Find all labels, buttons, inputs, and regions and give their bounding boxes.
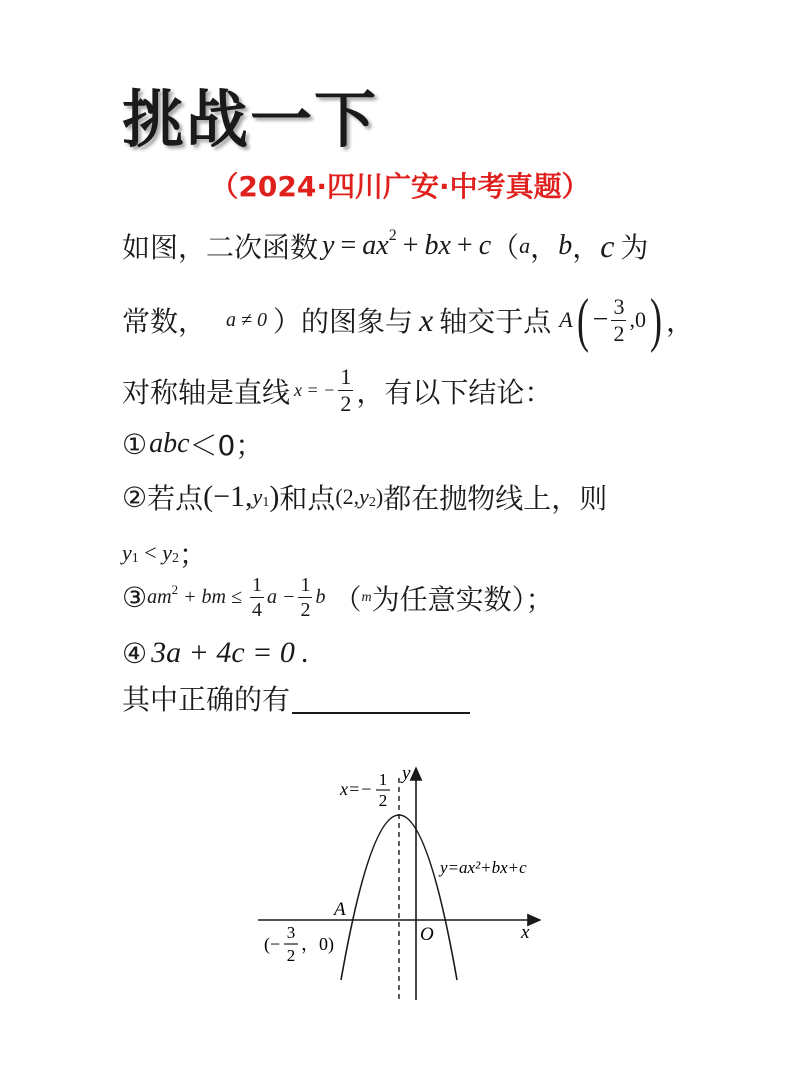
math-var: a [519, 233, 531, 258]
numerator: 1 [300, 574, 311, 596]
text: 如图，二次函数 [122, 231, 319, 264]
text: 若点 [147, 482, 204, 515]
math-sub: 1 [131, 551, 139, 566]
math-var: b [315, 586, 326, 608]
circled-number: ② [122, 480, 148, 514]
text: （ [491, 231, 520, 264]
math-expr: abc [149, 428, 190, 459]
math-var: b [558, 230, 573, 261]
math-expr: a − [266, 586, 296, 608]
text: ，有以下结论： [356, 375, 553, 409]
math-var: A [559, 307, 573, 332]
page-title: 挑战一下 [122, 83, 379, 156]
circled-number: ③ [122, 581, 148, 614]
text: ， [665, 305, 694, 338]
y-axis-label: y [402, 763, 411, 784]
math-op: + [402, 230, 419, 261]
text: ， [530, 231, 559, 264]
symmetry-axis-num: 1 [378, 770, 388, 789]
text: ）的图象与 [273, 305, 414, 338]
math-expr: (2, [335, 484, 360, 509]
text: 和点 [279, 482, 336, 515]
text: 轴交于点 [439, 305, 552, 338]
text: ＜0； [189, 429, 264, 462]
point-a-coord-close: ，0) [301, 934, 334, 954]
numerator: 1 [340, 364, 352, 389]
math-expr: am [147, 586, 172, 608]
point-a-label: A [334, 899, 346, 920]
math-var: m [361, 589, 372, 605]
point-a-coord-open: (− [264, 934, 281, 954]
math-var: bx [424, 230, 451, 261]
math-sub: 2 [368, 495, 376, 510]
math-var: c [478, 230, 492, 261]
text: （ [333, 582, 362, 616]
denominator: 2 [613, 320, 625, 346]
math-op: + [456, 230, 473, 261]
text: . [300, 636, 309, 669]
text: 为任意实数）； [371, 582, 554, 616]
math-expr: (−1, [203, 480, 253, 513]
math-expr: ) [269, 480, 280, 513]
left-paren: ( [576, 287, 589, 353]
math-op: = [340, 230, 357, 261]
math-expr: + bm ≤ [178, 586, 247, 608]
text: 常数， [122, 305, 207, 338]
right-paren: ) [649, 287, 662, 353]
circled-number: ④ [122, 636, 148, 670]
point-a-coord-num: 3 [286, 923, 296, 942]
symmetry-axis-den: 2 [378, 791, 388, 810]
math-var: y [252, 484, 263, 509]
text: ， [572, 231, 601, 264]
curve-equation-label: y=ax²+bx+c [440, 858, 527, 877]
symmetry-axis-label: x=− [340, 779, 373, 799]
math-op: < [138, 540, 163, 565]
denominator: 4 [251, 599, 262, 621]
math-var: ax [362, 230, 389, 261]
math-var: x [419, 301, 434, 338]
numerator: 1 [251, 574, 262, 596]
denominator: 2 [300, 599, 311, 621]
numerator: 3 [613, 293, 625, 319]
text: ； [178, 538, 207, 571]
denominator: 2 [340, 391, 352, 416]
math-op: − [592, 304, 609, 335]
x-axis-label: x [521, 922, 530, 943]
text: 对称轴是直线 [122, 375, 291, 409]
text: 其中正确的有 [122, 683, 291, 716]
math-sub: 2 [171, 551, 179, 566]
text: 都在抛物线上，则 [383, 482, 608, 515]
math-expr: x = − [294, 380, 336, 400]
math-var: c [600, 227, 615, 264]
text: 为 [620, 231, 649, 264]
math-expr: a ≠ 0 [226, 308, 267, 331]
math-sub: 1 [262, 495, 270, 510]
origin-label: O [420, 924, 434, 945]
math-exp: 2 [388, 227, 397, 244]
problem-source: （2024·四川广安·中考真题） [210, 170, 590, 203]
math-expr: 3a + 4c = 0 [151, 636, 295, 669]
circled-number: ① [122, 427, 148, 461]
math-expr: ,0 [629, 307, 646, 332]
math-var: y [162, 540, 172, 565]
math-expr: ) [375, 484, 384, 509]
math-var: y [322, 230, 335, 261]
math-exp: 2 [171, 581, 179, 597]
math-var: y [359, 484, 369, 509]
math-var: y [122, 540, 132, 565]
point-a-coord-den: 2 [286, 946, 296, 965]
